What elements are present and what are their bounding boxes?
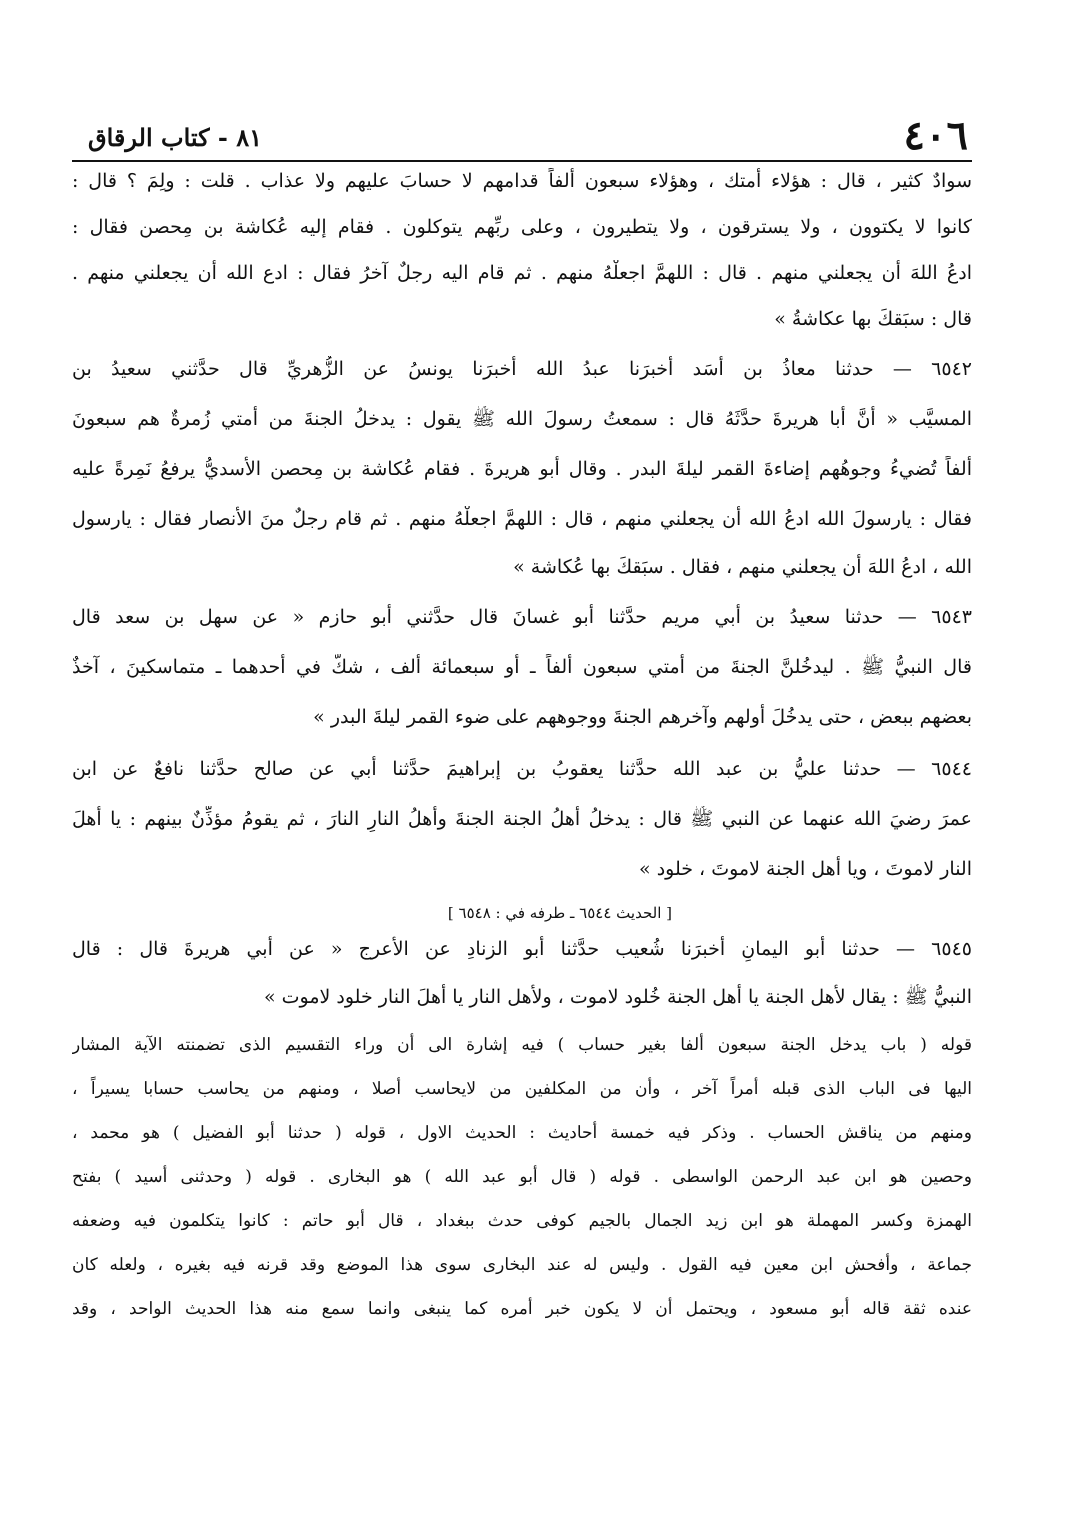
- text-line: سوادٌ كثير ، قال : هؤلاء أمتك ، وهؤلاء سبعون ألفاً قدامهم لا حسابَ عليهم ولا عذاب . قلت : ولِمَ ؟ قال :: [72, 170, 972, 192]
- text-line: قال النبيُّ ﷺ . ليدخُلنَّ الجنةَ من أمتي سبعون ألفاً ـ أو سبعمائة ألف ، شكَّ في أحدهما ـ متماسكينَ ، آخذٌ: [72, 656, 972, 678]
- hadith-6544-line: ٦٥٤٤ — حدثنا عليُّ بن عبد الله حدَّثنا يعقوبُ بن إبراهيمَ حدَّثنا أبي عن صالح حدَّثنا نافعٌ عن ابن: [72, 758, 972, 780]
- header-rule: [72, 160, 972, 162]
- text-line: بعضهم ببعض ، حتى يدخُلَ أولهم وآخرهم الجنةَ ووجوههم على ضوء القمر ليلةَ البدر »: [313, 706, 972, 728]
- commentary-line: وحصين هو ابن عبد الرحمن الواسطى . قوله ( قال أبو عبد الله ) هو البخارى . قوله ( وحدثنى أسيد ) بفتح: [72, 1167, 972, 1187]
- hadith-6542-line: ٦٥٤٢ — حدثنا معاذُ بن أسَد أخبرَنا عبدُ الله أخبرَنا يونسُ عن الزُّهريِّ قال حدَّثني سعيدُ بن: [72, 358, 972, 380]
- text-line: عمرَ رضيَ الله عنهما عن النبي ﷺ قال : يدخلُ أهلُ الجنة الجنةَ وأهلُ النارِ النارَ ، ثم يقومُ مؤذِّنٌ بينهم : يا أهلَ: [72, 808, 972, 830]
- text-line: المسيَّب « أنَّ أبا هريرةَ حدَّثَهُ قال : سمعتُ رسولَ الله ﷺ يقول : يدخلُ الجنةَ من أُمتي زُمرةٌ هم سبعونَ: [72, 408, 972, 430]
- page-header: [88, 112, 968, 159]
- text-line: النبيُّ ﷺ : يقال لأهل الجنة يا أهل الجنة خُلود لاموت ، ولأهل النار يا أهلَ النار خلود لاموت »: [263, 986, 972, 1008]
- commentary-line: الهمزة وكسر المهملة هو ابن زيد الجمال بالجيم كوفى حدث ببغداد ، قال أبو حاتم : كانوا يتكلمون فيه وضعفه: [72, 1211, 972, 1231]
- text-line: فقال : يارسولَ الله ادعُ الله أن يجعلني منهم ، قال : اللهمَّ اجعلْهُ منهم . ثم قام رجلٌ منَ الأنصار فقال : يارسول: [72, 508, 972, 530]
- commentary-line: قوله ( باب يدخل الجنة سبعون ألفا بغير حساب ) فيه إشارة الى أن وراء التقسيم الذى تضمنته الآية المشار: [72, 1035, 972, 1055]
- hadith-6543-line: ٦٥٤٣ — حدثنا سعيدُ بن أبي مريم حدَّثنا أبو غسانَ قال حدَّثني أبو حازم « عن سهل بن سعد قال: [72, 606, 972, 628]
- text-line: قال : سبَقكَ بها عكاشةُ »: [774, 308, 972, 330]
- commentary-line: عنده ثقة قاله أبو مسعود ، ويحتمل أن لا يكون خبر أمره كما ينبغى وانما سمع منه هذا الحديث الواحد ، وقد: [72, 1299, 972, 1319]
- text-line: كانوا لا يكتوون ، ولا يسترقون ، ولا يتطيرون ، وعلى ربِّهم يتوكلون . فقام إليه عُكاشة بن مِحصن فقال :: [72, 216, 972, 238]
- text-line: النار لاموتَ ، ويا أهل الجنة لاموتَ ، خلود »: [639, 858, 972, 880]
- text-line: ألفاً تُضيءُ وجوهُهم إضاءةَ القمر ليلةَ البدر . وقال أبو هريرةَ . فقام عُكاشة بن مِحصن الأسديُّ يرفعُ نَمِرةً عليه: [72, 458, 972, 480]
- hadith-6545-line: ٦٥٤٥ — حدثنا أبو اليمانِ أخبرَنا شُعيب حدَّثنا أبو الزنادِ عن الأعرج « عن أبي هريرةَ قال : قال: [72, 938, 972, 960]
- text-line: الله ، ادعُ اللهَ أن يجعلني منهم ، فقال . سبَقكَ بها عُكاشة »: [513, 556, 972, 578]
- commentary-line: جماعة ، وأفحش ابن معين فيه القول . وليس له عند البخارى سوى هذا الموضع وقد قرنه فيه بغيره ، ولعله كان: [72, 1255, 972, 1275]
- commentary-line: ومنهم من يناقش الحساب . وذكر فيه خمسة أحاديث : الحديث الاول ، قوله ( حدثنا أبو الفضيل ) هو محمد ،: [72, 1123, 972, 1143]
- chapter-title: ٨١ - كتاب الرقاق: [88, 123, 263, 152]
- commentary-line: اليها فى الباب الذى قبله أمراً آخر ، وأن من المكلفين من لايحاسب أصلا ، ومنهم من يحاسب حسابا يسيراً ،: [72, 1079, 972, 1099]
- page-number: ٤٠٦: [903, 112, 968, 159]
- cross-reference-note: [ الحديث ٦٥٤٤ ـ طرفه في : ٦٥٤٨ ]: [447, 904, 672, 922]
- text-line: ادعُ اللهَ أن يجعلني منهم . قال : اللهمَّ اجعلْهُ منهم . ثم قام اليه رجلٌ آخرُ فقال : ادع الله أن يجعلني منهم .: [72, 262, 972, 284]
